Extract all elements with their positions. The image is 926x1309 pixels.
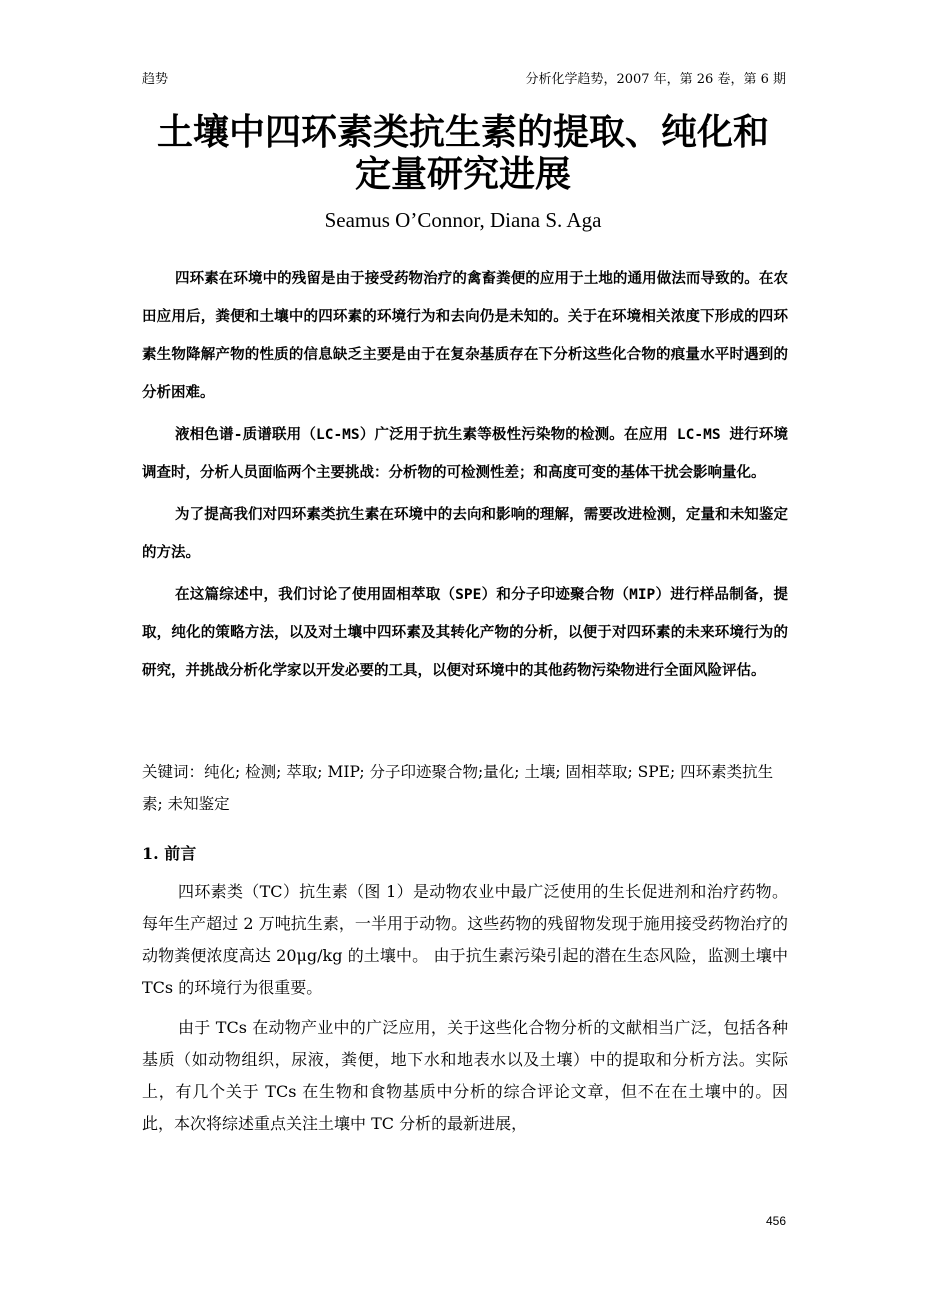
title-line: 定量研究进展	[354, 154, 571, 195]
keywords: 关键词：纯化; 检测; 萃取; MIP; 分子印迹聚合物;量化; 土壤; 固相萃取; SPE; 四环素类抗生素; 未知鉴定	[142, 763, 774, 813]
running-header-journal: 分析化学趋势，2007 年，第 26 卷，第 6 期	[525, 72, 786, 87]
abstract-paragraph: 为了提高我们对四环素类抗生素在环境中的去向和影响的理解，需要改进检测，定量和未知鉴定的方法。	[142, 507, 788, 561]
abstract	[142, 260, 788, 694]
abstract-paragraph: 四环素在环境中的残留是由于接受药物治疗的禽畜粪便的应用于土地的通用做法而导致的。在农田应用后，粪便和土壤中的四环素的环境行为和去向仍是未知的。关于在环境相关浓度下形成的四环素生物降解产物的性质的信息缺乏主要是由于在复杂基质存在下分析这些化合物的痕量水平时遇到的分析困难。	[142, 271, 788, 401]
title-line: 土壤中四环素类抗生素的提取、纯化和	[156, 112, 769, 153]
body-paragraph: 由于 TCs 在动物产业中的广泛应用，关于这些化合物分析的文献相当广泛，包括各种基质（如动物组织，尿液，粪便，地下水和地表水以及土壤）中的提取和分析方法。实际上，有几个关于 TCs 在生物和食物基质中分析的综合评论文章，但不在在土壤中的。因此，本次将综述重点关注土壤中 TC 分析的最新进展，	[142, 1018, 788, 1133]
running-header-section: 趋势	[142, 72, 169, 87]
page-number: 456	[765, 1214, 786, 1228]
article-title	[100, 112, 826, 196]
section-heading: 1. 前言	[142, 844, 197, 863]
body-paragraph: 四环素类（TC）抗生素（图 1）是动物农业中最广泛使用的生长促进剂和治疗药物。每年生产超过 2 万吨抗生素，一半用于动物。这些药物的残留物发现于施用接受药物治疗的动物粪便浓度高达 20μg/kg 的土壤中。 由于抗生素污染引起的潜在生态风险，监测土壤中 TCs 的环境行为很重要。	[142, 882, 788, 997]
body-text	[142, 876, 788, 1148]
abstract-paragraph: 液相色谱-质谱联用（LC-MS）广泛用于抗生素等极性污染物的检测。在应用 LC-MS 进行环境调查时，分析人员面临两个主要挑战：分析物的可检测性差；和高度可变的基体干扰会影响量化。	[142, 427, 788, 481]
abstract-paragraph: 在这篇综述中，我们讨论了使用固相萃取（SPE）和分子印迹聚合物（MIP）进行样品制备，提取，纯化的策略方法，以及对土壤中四环素及其转化产物的分析，以便于对四环素的未来环境行为的研究，并挑战分析化学家以开发必要的工具，以便对环境中的其他药物污染物进行全面风险评估。	[142, 587, 788, 679]
authors: Seamus O’Connor, Diana S. Aga	[324, 208, 602, 232]
